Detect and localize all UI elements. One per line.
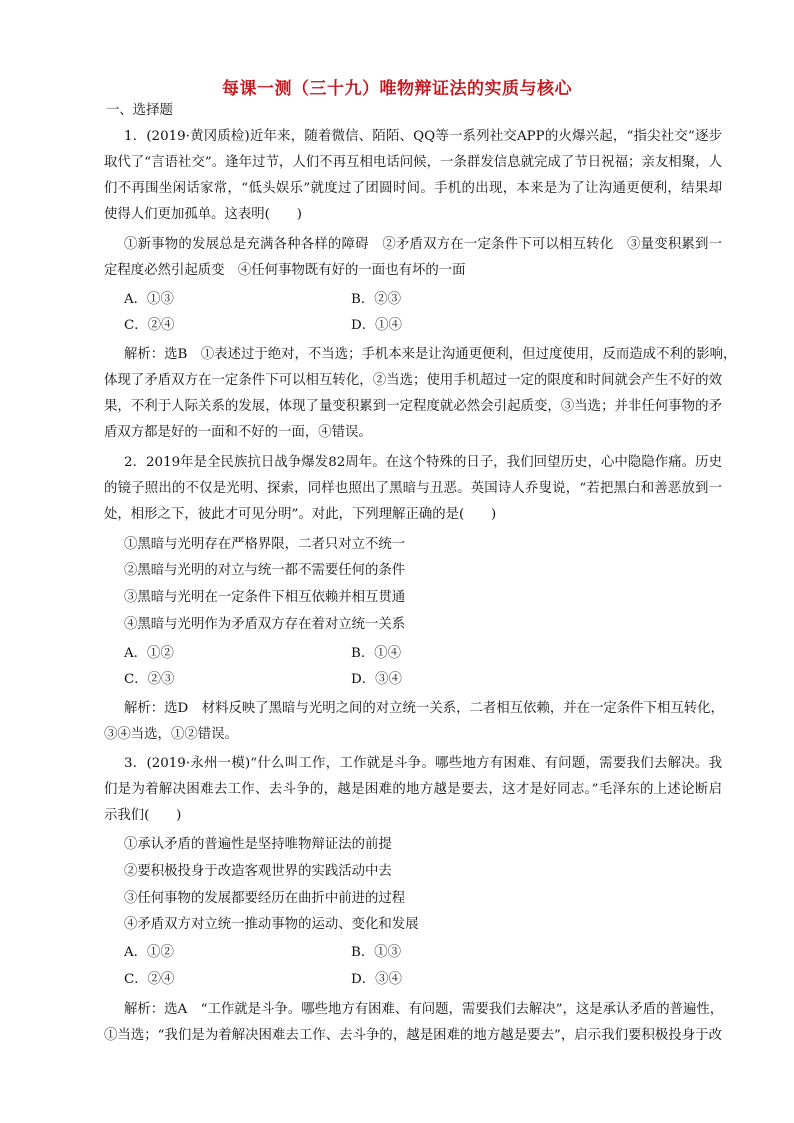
q1-stem-line: 们不再围坐闲话家常，“低头娱乐”就度过了团圆时间。手机的出现，本来是为了让沟通更便利，结果却 [104, 181, 722, 196]
q2-stem-line: 处，相形之下，彼此才可见分明”。对此，下列理解正确的是( ) [104, 507, 497, 522]
q1-analysis-line: 果，不利于人际关系的发展，体现了量变积累到一定程度就必然会引起质变，③当选；并非任何事物的矛 [104, 399, 722, 414]
q1-items-line: ①新事物的发展总是充满各种各样的障碍 ②矛盾双方在一定条件下可以相互转化 ③量变积累到一 [124, 237, 722, 252]
q2-stem-line: 的镜子照出的不仅是光明、探索，同样也照出了黑暗与丑恶。英国诗人乔叟说，“若把黑白和善恶放到一 [104, 481, 722, 496]
q1-option-c: C．②④ [124, 318, 175, 333]
q2-item: ④黑暗与光明作为矛盾双方存在着对立统一关系 [124, 617, 406, 632]
q3-item: ③任何事物的发展都要经历在曲折中前进的过程 [124, 891, 406, 906]
q2-option-b: B．①④ [351, 646, 402, 661]
q1-stem-line: 取代了“言语社交”。逢年过节，人们不再互相电话问候，一条群发信息就完成了节日祝福；亲友相聚，人 [104, 155, 722, 170]
q3-item: ②要积极投身于改造客观世界的实践活动中去 [124, 864, 392, 879]
q3-stem-line: 们是为着解决困难去工作、去斗争的，越是困难的地方越是要去，这才是好同志。”毛泽东的上述论断启 [104, 782, 722, 797]
page-title: 每课一测（三十九）唯物辩证法的实质与核心 [222, 79, 572, 99]
q3-item: ④矛盾双方对立统一推动事物的运动、变化和发展 [124, 917, 419, 932]
q1-analysis-line: 盾双方都是好的一面和不好的一面，④错误。 [104, 425, 372, 440]
q1-option-a: A．①③ [124, 292, 174, 307]
q3-stem-line: 示我们( ) [104, 808, 182, 823]
q3-analysis-line: ①当选；“我们是为着解决困难去工作、去斗争的，越是困难的地方越是要去”，启示我们要积极投身于改 [104, 1028, 722, 1043]
q1-stem-line: 使得人们更加孤单。这表明( ) [104, 207, 302, 222]
q1-items-line: 定程度必然引起质变 ④任何事物既有好的一面也有坏的一面 [104, 263, 466, 278]
q3-analysis-line: 解析：选A “工作就是斗争。哪些地方有困难、有问题，需要我们去解决”，这是承认矛盾的普遍性， [124, 1002, 724, 1017]
q3-option-a: A．①② [124, 945, 174, 960]
q3-stem-line: 3．(2019·永州一模)“什么叫工作，工作就是斗争。哪些地方有困难、有问题，需要我们去解决。我 [124, 756, 722, 771]
q2-option-c: C．②③ [124, 672, 175, 687]
q2-item: ③黑暗与光明在一定条件下相互依赖并相互贯通 [124, 590, 406, 605]
q1-option-b: B．②③ [351, 292, 402, 307]
q3-item: ①承认矛盾的普遍性是坚持唯物辩证法的前提 [124, 837, 392, 852]
section-heading: 一、选择题 [106, 103, 173, 118]
q1-stem-line: 1．(2019·黄冈质检)近年来，随着微信、陌陌、QQ等一系列社交APP的火爆兴起，“指尖社交”逐步 [124, 129, 722, 144]
q3-option-b: B．①③ [351, 945, 402, 960]
q2-item: ①黑暗与光明存在严格界限，二者只对立不统一 [124, 537, 406, 552]
q2-stem-line: 2．2019年是全民族抗日战争爆发82周年。在这个特殊的日子，我们回望历史，心中隐隐作痛。历史 [124, 455, 722, 470]
q2-option-d: D．③④ [351, 672, 402, 687]
q1-analysis-line: 体现了矛盾双方在一定条件下可以相互转化，②当选；使用手机超过一定的限度和时间就会产生不好的效 [104, 373, 722, 388]
q1-analysis-line: 解析：选B ①表述过于绝对，不当选；手机本来是让沟通更便利，但过度使用，反而造成不利的影响， [124, 347, 737, 362]
q3-option-c: C．②④ [124, 972, 175, 987]
q2-option-a: A．①② [124, 646, 174, 661]
q2-item: ②黑暗与光明的对立与统一都不需要任何的条件 [124, 563, 406, 578]
q1-option-d: D．①④ [351, 318, 402, 333]
q2-analysis-line: ③④当选，①②错误。 [104, 727, 238, 742]
q2-analysis-line: 解析：选D 材料反映了黑暗与光明之间的对立统一关系，二者相互依赖，并在一定条件下相互转化， [124, 701, 724, 716]
q3-option-d: D．③④ [351, 972, 402, 987]
